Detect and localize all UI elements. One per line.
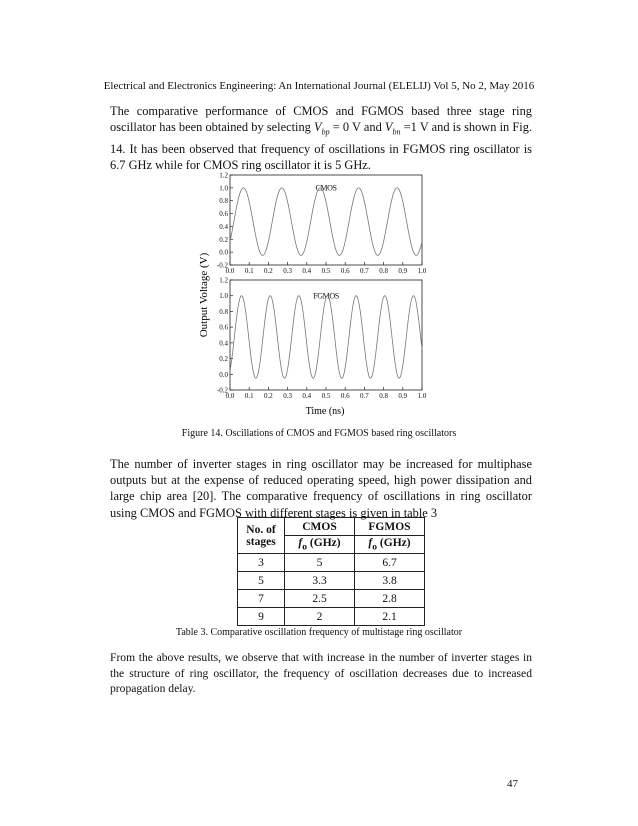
- panel-title: CMOS: [315, 183, 337, 193]
- table-cell: 2.8: [355, 590, 425, 608]
- x-tick-label: 0.7: [360, 267, 369, 275]
- x-tick-label: 0.5: [321, 392, 331, 400]
- table-cell: 5: [238, 572, 285, 590]
- y-tick-label: 1.0: [219, 184, 228, 193]
- cmos-panel: [217, 172, 427, 276]
- x-tick-label: 0.9: [398, 267, 408, 275]
- table-cell: 9: [238, 608, 285, 626]
- frequency-table: [237, 517, 425, 626]
- x-tick-label: 0.8: [379, 392, 388, 400]
- x-tick-label: 0.7: [360, 392, 369, 400]
- table-caption: Table 3. Comparative oscillation frequency of multistage ring oscillator: [175, 627, 463, 638]
- x-tick-label: 1.0: [417, 267, 427, 275]
- x-tick-label: 0.1: [244, 392, 254, 400]
- y-tick-label: 0.8: [219, 197, 228, 206]
- table-cell: 2.5: [285, 590, 355, 608]
- panel-title: FGMOS: [313, 291, 339, 301]
- y-tick-label: 0.2: [219, 355, 228, 364]
- paragraph-conclusion: From the above results, we observe that with increase in the number of inverter stages in the structure of ring oscillator, the frequency of oscillation decreases due to increased propagation delay.: [110, 651, 532, 695]
- x-tick-label: 0.5: [321, 267, 331, 275]
- x-axis-label: Time (ns): [305, 406, 345, 417]
- series-line: [230, 296, 422, 379]
- y-tick-label: -0.2: [216, 261, 228, 270]
- page-number: 47: [507, 778, 518, 790]
- y-tick-label: 1.2: [219, 171, 228, 180]
- table-cell: 7: [238, 590, 285, 608]
- y-axis-label: Output Voltage (V): [198, 252, 210, 338]
- y-tick-label: 1.2: [219, 276, 228, 285]
- x-tick-label: 0.3: [283, 267, 292, 275]
- x-tick-label: 0.4: [302, 267, 312, 275]
- series-line: [230, 188, 422, 256]
- x-tick-label: 0.8: [379, 267, 388, 275]
- x-tick-label: 0.6: [340, 267, 350, 275]
- para1-text-2: = 0 V and: [329, 120, 385, 135]
- table-row: [238, 590, 425, 608]
- x-tick-label: 0.2: [264, 267, 273, 275]
- x-tick-label: 0.6: [340, 392, 350, 400]
- y-tick-label: 0.6: [219, 210, 228, 219]
- journal-header: Electrical and Electronics Engineering: An International Journal (ELELIJ) Vol 5, No 2, May 2016: [103, 80, 535, 92]
- table-cell: 2.1: [355, 608, 425, 626]
- table-row: [238, 608, 425, 626]
- y-tick-label: 0.2: [219, 235, 228, 244]
- paragraph-stages: The number of inverter stages in ring oscillator may be increased for multiphase outputs but at the expense of reduced operating speed, high power dissipation and large chip area [20]. The comparative frequency of oscillations in ring oscillator using CMOS and FGMOS with different stages is given in table 3: [110, 457, 532, 520]
- header-fgmos: FGMOS: [355, 518, 425, 536]
- table-cell: 6.7: [355, 554, 425, 572]
- x-tick-label: 1.0: [417, 392, 427, 400]
- x-tick-label: 0.3: [283, 392, 292, 400]
- vbn-symbol: $V_{bn}$: [384, 120, 401, 137]
- table-row: [238, 554, 425, 572]
- fgmos-panel: [217, 277, 427, 401]
- oscillation-figure: [190, 170, 450, 425]
- x-tick-label: 0.1: [244, 267, 254, 275]
- y-tick-label: 0.4: [219, 222, 228, 231]
- x-tick-label: 0.9: [398, 392, 408, 400]
- table-row: [238, 572, 425, 590]
- figure-caption: Figure 14. Oscillations of CMOS and FGMOS based ring oscillators: [181, 428, 457, 439]
- y-tick-label: 0.0: [219, 370, 228, 379]
- table-cell: 2: [285, 608, 355, 626]
- table-cell: 3.3: [285, 572, 355, 590]
- x-tick-label: 0.4: [302, 392, 312, 400]
- header-fgmos-unit: $f_o$ (GHz): [355, 536, 425, 554]
- y-tick-label: 0.8: [219, 307, 228, 316]
- header-stages: No. of stages: [238, 518, 285, 554]
- para1-text-1: The comparative performance of CMOS and FGMOS based three stage ring oscillator has been obtained by selecting: [110, 104, 532, 135]
- para1-text-3: =1 V and is shown in Fig. 14. It has been observed that frequency of oscillations in FGMOS ring oscillator is 6.7 GHz while for CMOS ring oscillator it is 5 GHz.: [110, 120, 533, 173]
- x-tick-label: 0.0: [225, 267, 235, 275]
- y-tick-label: 1.0: [219, 292, 228, 301]
- y-tick-label: 0.6: [219, 323, 228, 332]
- y-tick-label: 0.4: [219, 339, 228, 348]
- header-cmos: CMOS: [285, 518, 355, 536]
- x-tick-label: 0.0: [225, 392, 235, 400]
- x-tick-label: 0.2: [264, 392, 273, 400]
- table-cell: 3.8: [355, 572, 425, 590]
- y-tick-label: -0.2: [216, 386, 228, 395]
- y-tick-label: 0.0: [219, 248, 228, 257]
- table-cell: 5: [285, 554, 355, 572]
- table-cell: 3: [238, 554, 285, 572]
- header-cmos-unit: $f_o$ (GHz): [285, 536, 355, 554]
- paragraph-intro: [110, 103, 532, 173]
- vbp-symbol: $V_{bp}$: [314, 120, 330, 137]
